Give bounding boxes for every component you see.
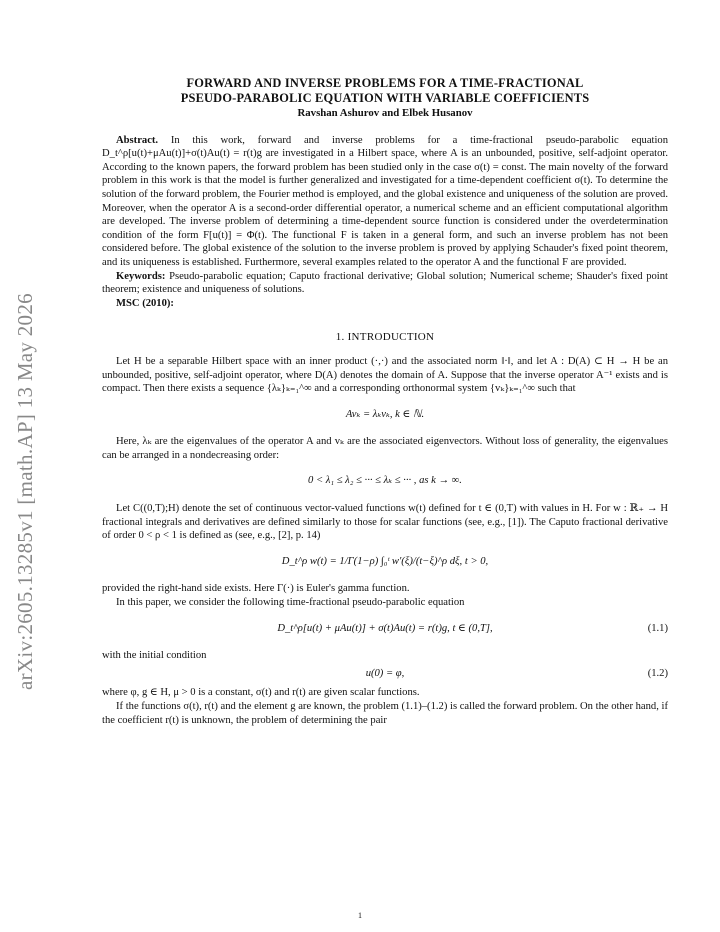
equation-main-text: D_t^ρ[u(t) + μAu(t)] + σ(t)Au(t) = r(t)g, t ∈ (0,T], [277, 622, 493, 634]
section-heading: 1. INTRODUCTION [335, 331, 435, 344]
keywords-paragraph [102, 270, 668, 297]
equation-order [102, 474, 668, 488]
msc-label: MSC (2010): [116, 297, 174, 309]
paper-title-line-2: PSEUDO-PARABOLIC EQUATION WITH VARIABLE COEFFICIENTS [180, 91, 590, 105]
paper-title-line-1: FORWARD AND INVERSE PROBLEMS FOR A TIME-FRACTIONAL [186, 76, 584, 90]
equation-main [102, 622, 668, 636]
intro-paragraph-4: provided the right-hand side exists. Here Γ(·) is Euler's gamma function. [102, 583, 410, 595]
intro-paragraph-1: Let H be a separable Hilbert space with an inner product (·,·) and the associated norm ‖·‖, and let A : D(A) ⊂ H → H be an unbounded, positive, self-adjoint operator, where D(A) denotes the domain of A. Suppose that the inverse operator A⁻¹ exists and is compact. Then there exists a sequence {λₖ}ₖ₌₁^∞ and a corresponding orthonormal system {vₖ}ₖ₌₁^∞ such that [102, 355, 668, 395]
intro-paragraph-3: Let C((0,T);H) denote the set of continuous vector-valued functions w(t) defined for t ∈ (0,T) with values in H. For w : ℝ₊ → H fractional integrals and derivatives are defined similarly to those for scalar functions (see, e.g., [1]). The Caputo fractional derivative of order 0 < ρ < 1 is defined as (see, e.g., [2], p. 14) [102, 503, 668, 542]
keywords-label: Keywords: [116, 270, 166, 282]
equation-eigen-text: Avₖ = λₖvₖ, k ∈ ℕ. [345, 408, 425, 420]
equation-initial [102, 667, 668, 681]
page-content [102, 76, 668, 727]
page-number: 1 [358, 911, 362, 920]
equation-caputo [102, 555, 668, 569]
abstract-block [102, 134, 668, 311]
equation-eigen [102, 408, 668, 422]
abstract-paragraph [102, 134, 668, 270]
abstract-label: Abstract. [116, 134, 159, 146]
abstract-text: In this work, forward and inverse problems for a time-fractional pseudo-parabolic equation D_t^ρ[u(t)+μAu(t)]+σ(t)Au(t) = r(t)g are investigated in a Hilbert space, where A is an unbounded, positive, self-adjoint operator. According to the known papers, the forward problem has been studied only in the case σ(t) = const. The main novelty of the forward problem in this work is that the model is further generalized and investigated for a time-dependent coefficient σ(t). To determine the solution of the forward problem, the Fourier method is employed, and the global existence and uniqueness of the solution are proved. Moreover, when the operator A is a second-order differential operator, a numerical scheme and an efficient computational algorithm are developed. The inverse problem of determining a time-dependent source function is considered under the overdetermination condition of the form F[u(t)] = Φ(t). The functional F is taken in a general form, and such an inverse problem has not been considered before. The global existence of the solution to the inverse problem is proved by applying Schauder's fixed point theorem, and its uniqueness is established. Furthermore, several examples related to the operator A and the functional F are provided. [102, 134, 668, 268]
intro-paragraph-7: where φ, g ∈ H, μ > 0 is a constant, σ(t) and r(t) are given scalar functions. [102, 687, 420, 699]
intro-paragraph-6: with the initial condition [102, 650, 207, 662]
equation-main-number: (1.1) [647, 622, 668, 634]
intro-paragraph-8: If the functions σ(t), r(t) and the element g are known, the problem (1.1)–(1.2) is called the forward problem. On the other hand, if the coefficient r(t) is unknown, the problem of determining the pair [102, 701, 668, 726]
equation-order-text: 0 < λ₁ ≤ λ₂ ≤ ··· ≤ λₖ ≤ ··· , as k → ∞. [308, 475, 462, 487]
intro-paragraph-2: Here, λₖ are the eigenvalues of the operator A and vₖ are the associated eigenvectors. Without loss of generality, the eigenvalues can be arranged in a nondecreasing order: [102, 436, 668, 461]
msc-paragraph [102, 297, 668, 311]
intro-paragraph-5: In this paper, we consider the following time-fractional pseudo-parabolic equation [116, 597, 465, 609]
equation-caputo-text: D_t^ρ w(t) = 1/Γ(1−ρ) ∫₀ᵗ w′(ξ)/(t−ξ)^ρ dξ, t > 0, [281, 555, 489, 567]
equation-initial-text: u(0) = φ, [365, 667, 405, 679]
paper-authors: Ravshan Ashurov and Elbek Husanov [297, 107, 473, 119]
keywords-text: Pseudo-parabolic equation; Caputo fractional derivative; Global solution; Numerical scheme; Shauder's fixed point theorem; existence and uniqueness of solutions. [102, 270, 668, 296]
arxiv-identifier: arXiv:2605.13285v1 [math.AP] 13 May 2026 [13, 293, 37, 690]
equation-initial-number: (1.2) [647, 667, 668, 679]
